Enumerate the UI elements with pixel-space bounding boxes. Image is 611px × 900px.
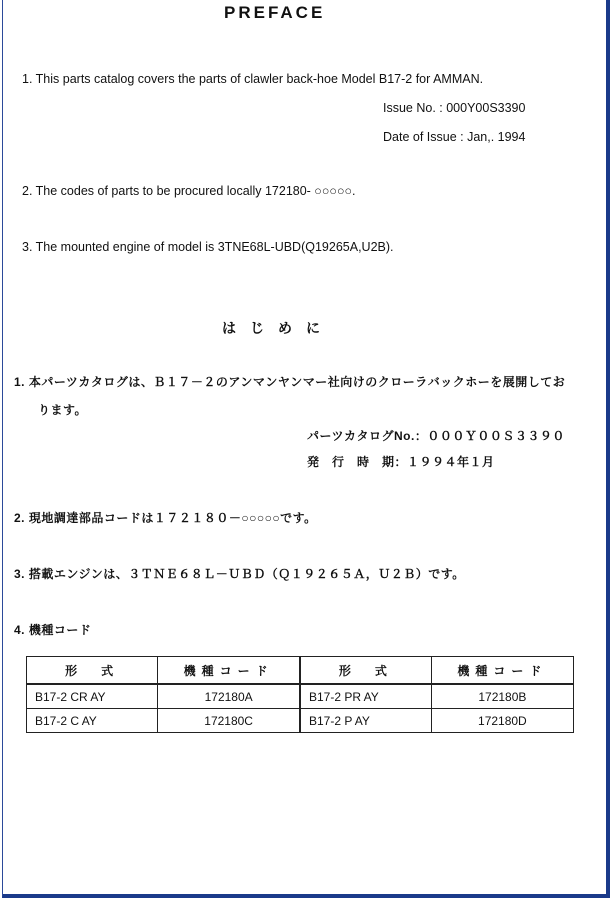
model-code-table xyxy=(26,656,574,733)
catalog-number-jp: パーツカタログNo.：０００Ｙ００Ｓ３３９０ xyxy=(307,429,565,443)
japanese-title: はじめに xyxy=(222,320,334,336)
model-cell: B17-2 P AY xyxy=(300,709,431,733)
table-row xyxy=(27,684,574,709)
header-model: 形 式 xyxy=(27,657,158,685)
header-model-2: 形 式 xyxy=(300,657,431,685)
header-model-code-2: 機種コード xyxy=(431,657,573,685)
japanese-item-3: 3. 搭載エンジンは、３ＴＮＥ６８Ｌ－ＵＢＤ（Ｑ１９２６５Ａ，Ｕ２Ｂ）です。 xyxy=(14,567,465,581)
code-cell: 172180C xyxy=(158,709,300,733)
preface-item-3: 3. The mounted engine of model is 3TNE68L-UBD(Q19265A,U2B). xyxy=(22,240,394,254)
table-header-row xyxy=(27,657,574,685)
preface-item-2: 2. The codes of parts to be procured locally 172180- ○○○○○. xyxy=(22,184,356,198)
issue-number: Issue No. : 000Y00S3390 xyxy=(383,101,526,115)
code-cell: 172180A xyxy=(158,684,300,709)
model-cell: B17-2 PR AY xyxy=(300,684,431,709)
header-model-code: 機種コード xyxy=(158,657,300,685)
japanese-item-2: 2. 現地調達部品コードは１７２１８０－○○○○○です。 xyxy=(14,511,317,525)
japanese-item-1-line-2: ります。 xyxy=(38,403,88,417)
code-cell: 172180B xyxy=(431,684,573,709)
issue-date-jp: 発 行 時 期：１９９４年１月 xyxy=(307,455,495,469)
code-cell: 172180D xyxy=(431,709,573,733)
model-cell: B17-2 C AY xyxy=(27,709,158,733)
issue-date: Date of Issue : Jan,. 1994 xyxy=(383,130,526,144)
table-row xyxy=(27,709,574,733)
model-cell: B17-2 CR AY xyxy=(27,684,158,709)
preface-title: PREFACE xyxy=(224,3,326,22)
preface-item-1: 1. This parts catalog covers the parts of clawler back-hoe Model B17-2 for AMMAN. xyxy=(22,72,484,86)
japanese-item-4: 4. 機種コード xyxy=(14,623,92,637)
japanese-item-1-line-1: 1. 本パーツカタログは、Ｂ１７－２のアンマンヤンマー社向けのクローラバックホーを展開してお xyxy=(14,375,566,389)
